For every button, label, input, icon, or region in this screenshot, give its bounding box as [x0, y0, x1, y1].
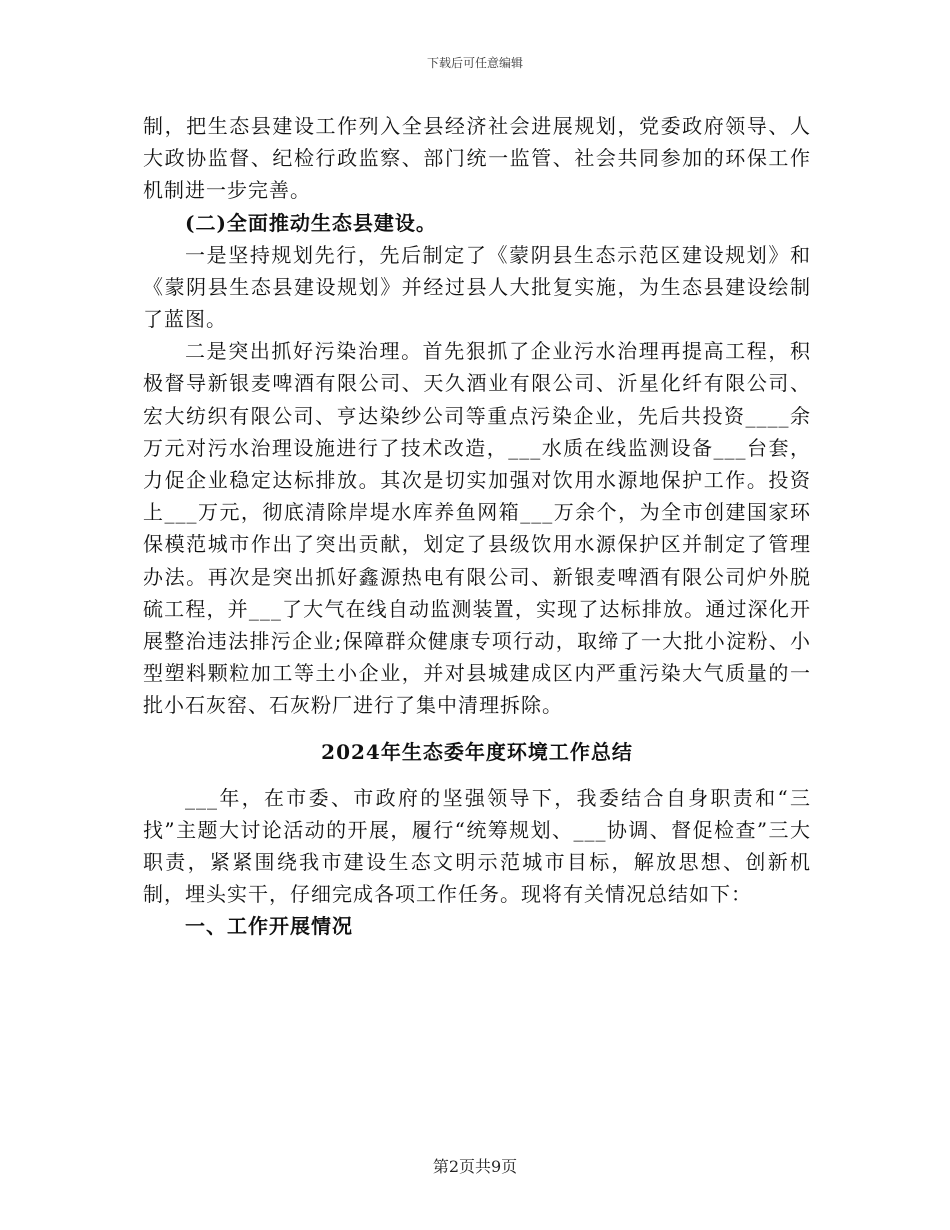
document-title: 2024年生态委年度环境工作总结	[321, 739, 633, 764]
section-heading-1: 一、工作开展情况	[185, 914, 353, 939]
paragraph-intro: ___年，在市委、市政府的坚强领导下，我委结合自身职责和“三找”主题大讨论活动的开展，履行“统筹规划、___协调、督促检查”三大职责，紧紧围绕我市建设生态文明示范城市目标，解放思想、创新机制，埋头实干，仔细完成各项工作任务。现将有关情况总结如下：	[143, 785, 811, 907]
paragraph-pollution: 二是突出抓好污染治理。首先狠抓了企业污水治理再提高工程，积极督导新银麦啤酒有限公司、天久酒业有限公司、沂星化纤有限公司、宏大纺织有限公司、亨达染纱公司等重点污染企业，先后共投资____余万元对污水治理设施进行了技术改造，___水质在线监测设备___台套，力促企业稳定达标排放。其次是切实加强对饮用水源地保护工作。投资上___万元，彻底清除岸堤水库养鱼网箱___万余个，为全市创建国家环保模范城市作出了突出贡献，划定了县级饮用水源保护区并制定了管理办法。再次是突出抓好鑫源热电有限公司、新银麦啤酒有限公司炉外脱硫工程，并___了大气在线自动监测装置，实现了达标排放。通过深化开展整治违法排污企业;保障群众健康专项行动，取缔了一大批小淀粉、小型塑料颗粒加工等土小企业，并对县城建成区内严重污染大气质量的一批小石灰窑、石灰粉厂进行了集中清理拆除。	[143, 339, 811, 718]
header-note: 下载后可任意编辑	[426, 56, 523, 70]
paragraph-planning: 一是坚持规划先行，先后制定了《蒙阴县生态示范区建设规划》和《蒙阴县生态县建设规划》并经过县人大批复实施，为生态县建设绘制了蓝图。	[143, 242, 811, 332]
section-heading-2: (二)全面推动生态县建设。	[185, 210, 437, 235]
document-body	[143, 110, 811, 942]
page-number: 第2页共9页	[432, 1157, 518, 1176]
paragraph-continuation: 制，把生态县建设工作列入全县经济社会进展规划，党委政府领导、人大政协监督、纪检行政监察、部门统一监管、社会共同参加的环保工作机制进一步完善。	[143, 114, 811, 203]
